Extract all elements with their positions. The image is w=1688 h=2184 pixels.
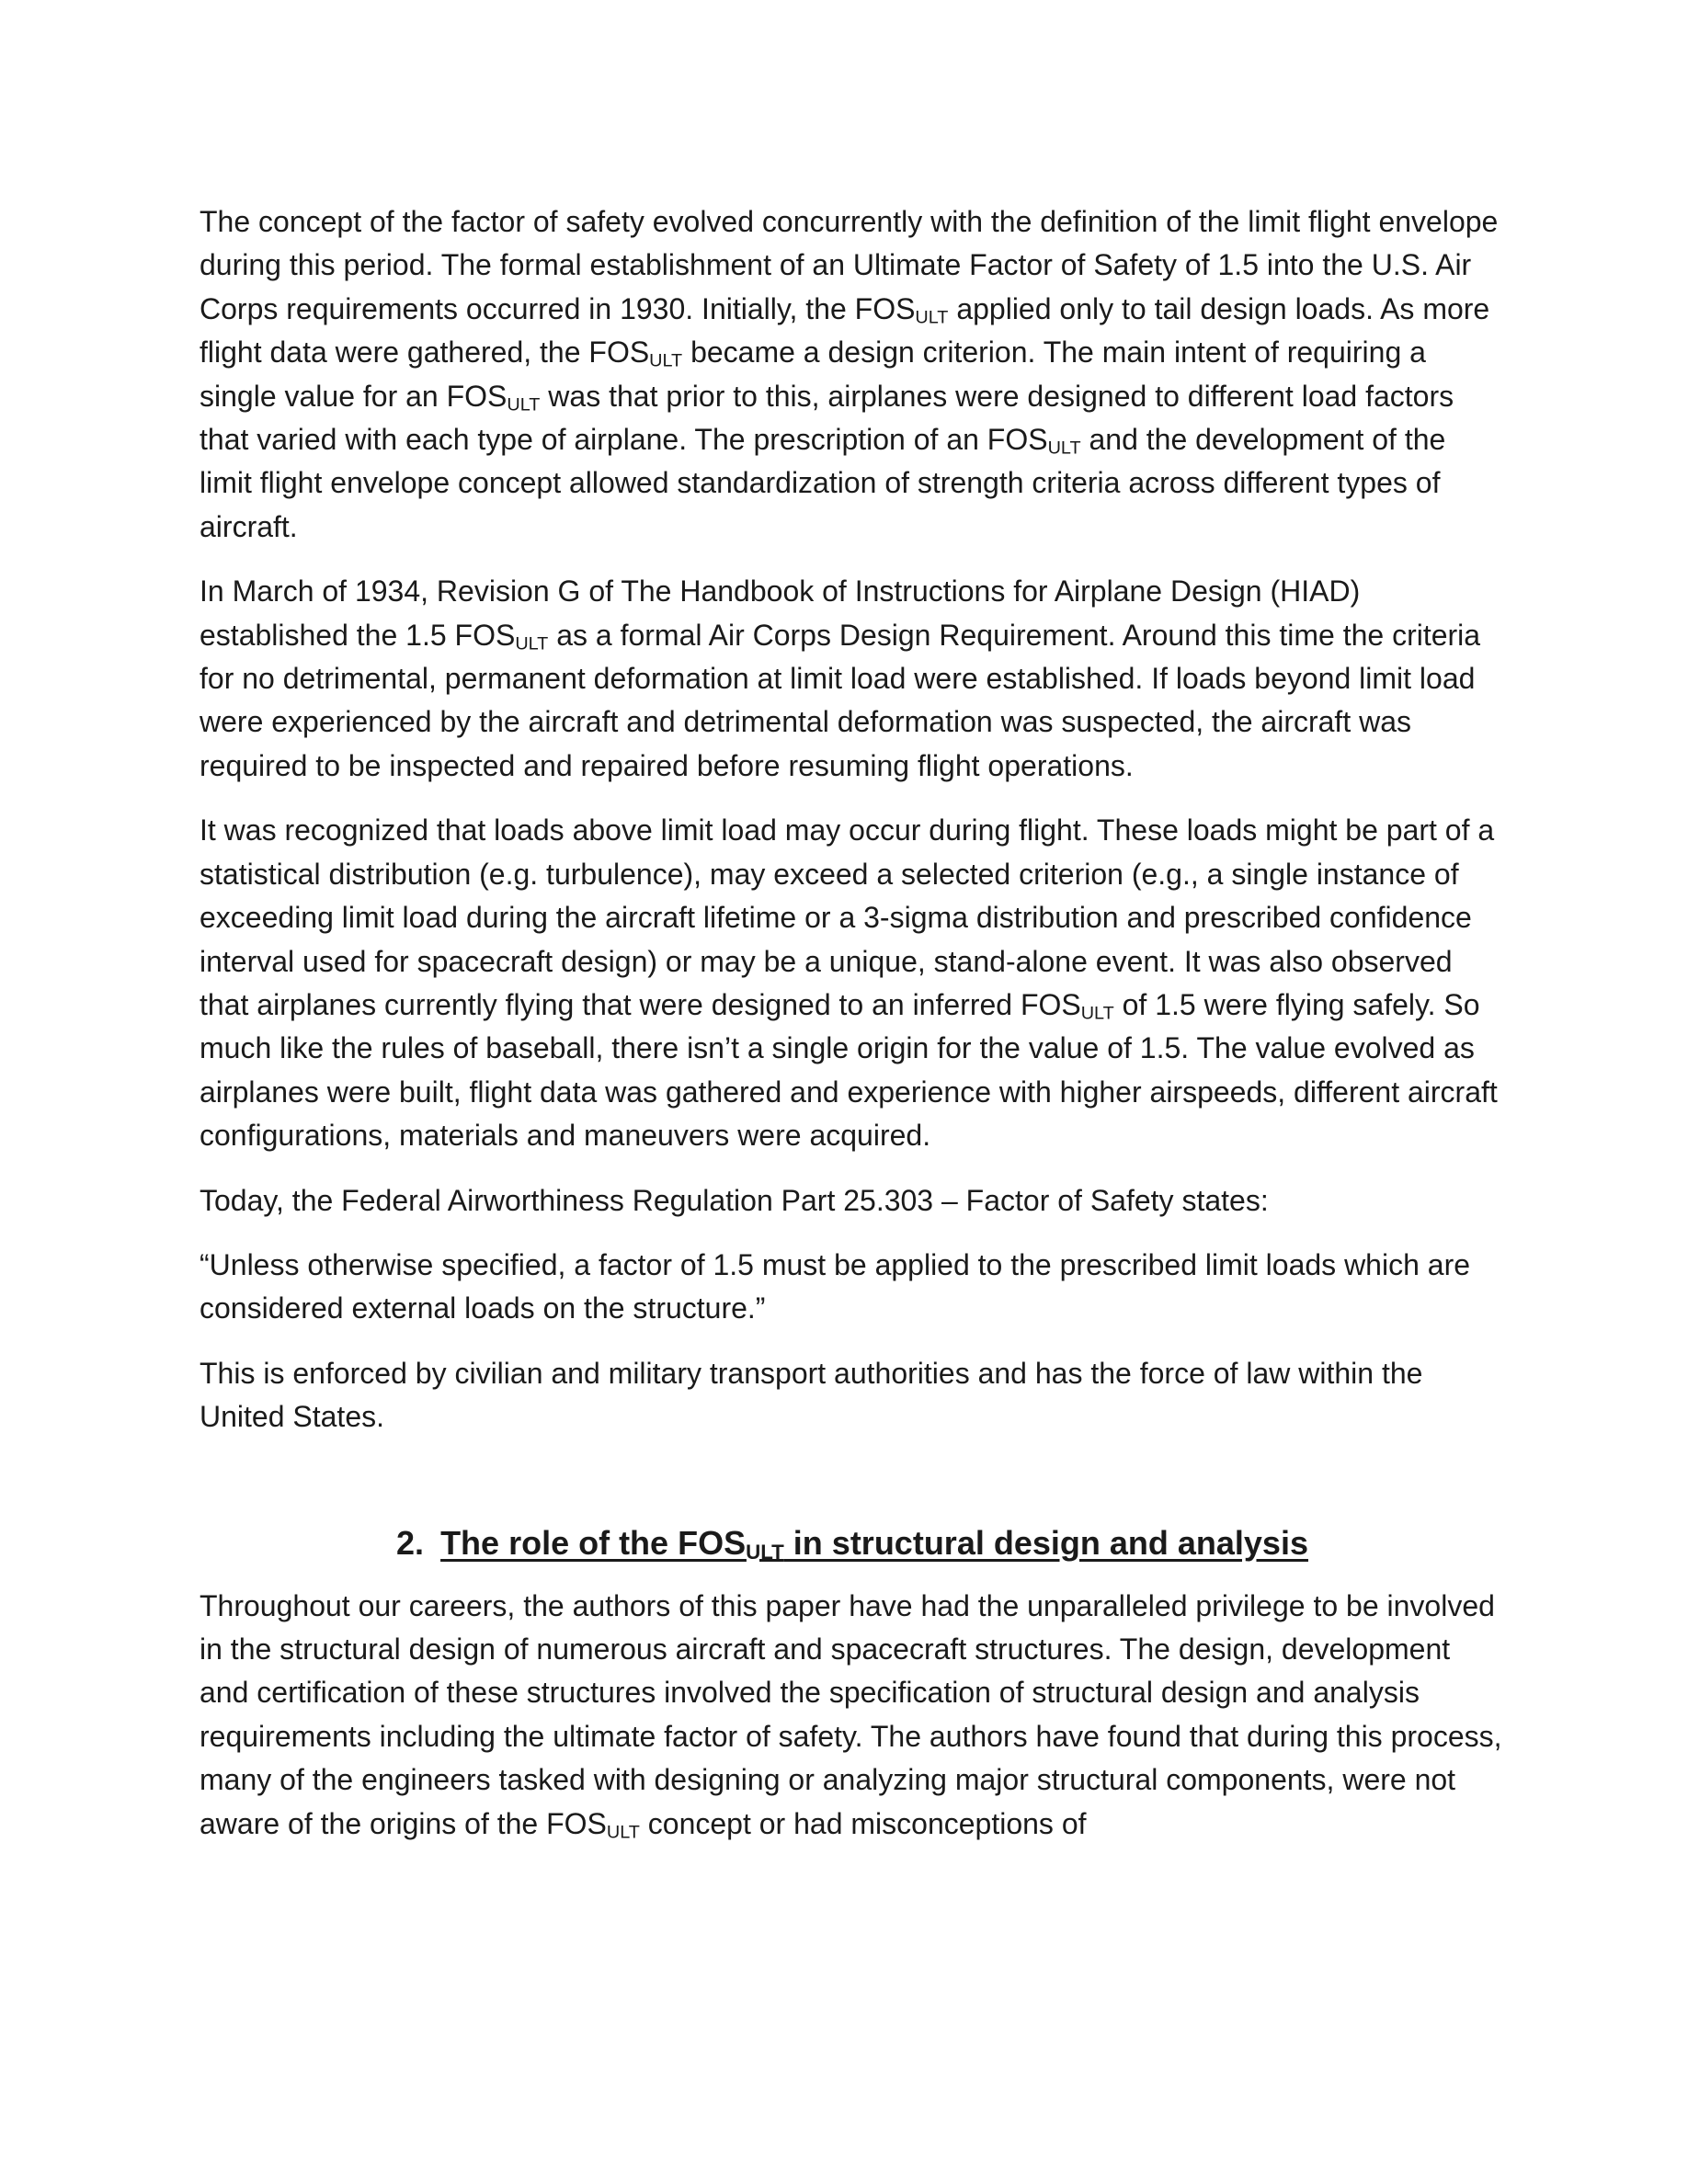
subscript-ult: ULT [507, 393, 541, 415]
subscript-ult: ULT [915, 307, 949, 328]
subscript-ult: ULT [606, 1821, 640, 1842]
paragraph-far-25-303: Today, the Federal Airworthiness Regulation Part 25.303 – Factor of Safety states: [200, 1183, 1269, 1217]
subscript-ult: ULT [515, 633, 549, 654]
paragraph-hiad-1934: In March of 1934, Revision G of The Handbook of Instructions for Airplane Design (HIAD) established the 1.5 $FOS_{ULT}$ as a formal Air Corps Design Requirement. Around this time the criteria for no detrimental, permanent deformation at limit load were established. If loads beyond limit load were experienced by the aircraft and detrimental deformation was suspected, the aircraft was required to be inspected and repaired before resuming flight operations. [200, 574, 1481, 782]
paragraph-fos-concept: The concept of the factor of safety evolved concurrently with the definition of the limit flight envelope during this period. The formal establishment of an Ultimate Factor of Safety of 1.5 into the U.S. Air Corps requirements occurred in 1930. Initially, the $FOS_{ULT}$ applied only to tail design loads. As more flight data were gathered, the $FOS_{ULT}$ became a design criterion. The main intent of requiring a single value for an $FOS_{ULT}$ was that prior to this, airplanes were designed to different load factors that varied with each type of airplane. The prescription of an $FOS_{ULT}$ and the development of the limit flight envelope concept allowed standardization of strength criteria across different types of aircraft. [200, 205, 1499, 543]
subscript-ult: ULT [1080, 1003, 1114, 1024]
document-page [200, 200, 1505, 1867]
paragraph-authors-experience: Throughout our careers, the authors of this paper have had the unparalleled privilege to be involved in the structural design of numerous aircraft and spacecraft structures. The design, development and certification of these structures involved the specification of structural design and analysis requirements including the ultimate factor of safety. The authors have found that during this process, many of the engineers tasked with designing or analyzing major structural components, were not aware of the origins of the $FOS_{ULT}$ concept or had misconceptions of [200, 1588, 1502, 1842]
paragraph-regulation-quote: “Unless otherwise specified, a factor of 1.5 must be applied to the prescribed limit loads which are considered external loads on the structure.” [200, 1247, 1471, 1325]
subscript-ult: ULT [1047, 438, 1081, 459]
section-title: The role of the $FOS_{ULT}$ in structural design and analysis [440, 1523, 1308, 1564]
paragraph-enforcement: This is enforced by civilian and military transport authorities and has the force of law within the United States. [200, 1356, 1423, 1434]
subscript-ult: ULT [649, 350, 683, 371]
paragraph-loads-above-limit: It was recognized that loads above limit load may occur during flight. These loads might be part of a statistical distribution (e.g. turbulence), may exceed a selected criterion (e.g., a single instance of exceeding limit load during the aircraft lifetime or a 3-sigma distribution and prescribed confidence interval used for spacecraft design) or may be a unique, stand-alone event. It was also observed that airplanes currently flying that were designed to an inferred $FOS_{ULT}$ of 1.5 were flying safely. So much like the rules of baseball, there isn’t a single origin for the value of 1.5. The value evolved as airplanes were built, flight data was gathered and experience with higher airspeeds, different aircraft configurations, materials and maneuvers were acquired. [200, 813, 1498, 1153]
section-number: 2. [396, 1523, 425, 1562]
subscript-ult: ULT [746, 1540, 784, 1564]
section-heading [200, 1520, 1505, 1566]
